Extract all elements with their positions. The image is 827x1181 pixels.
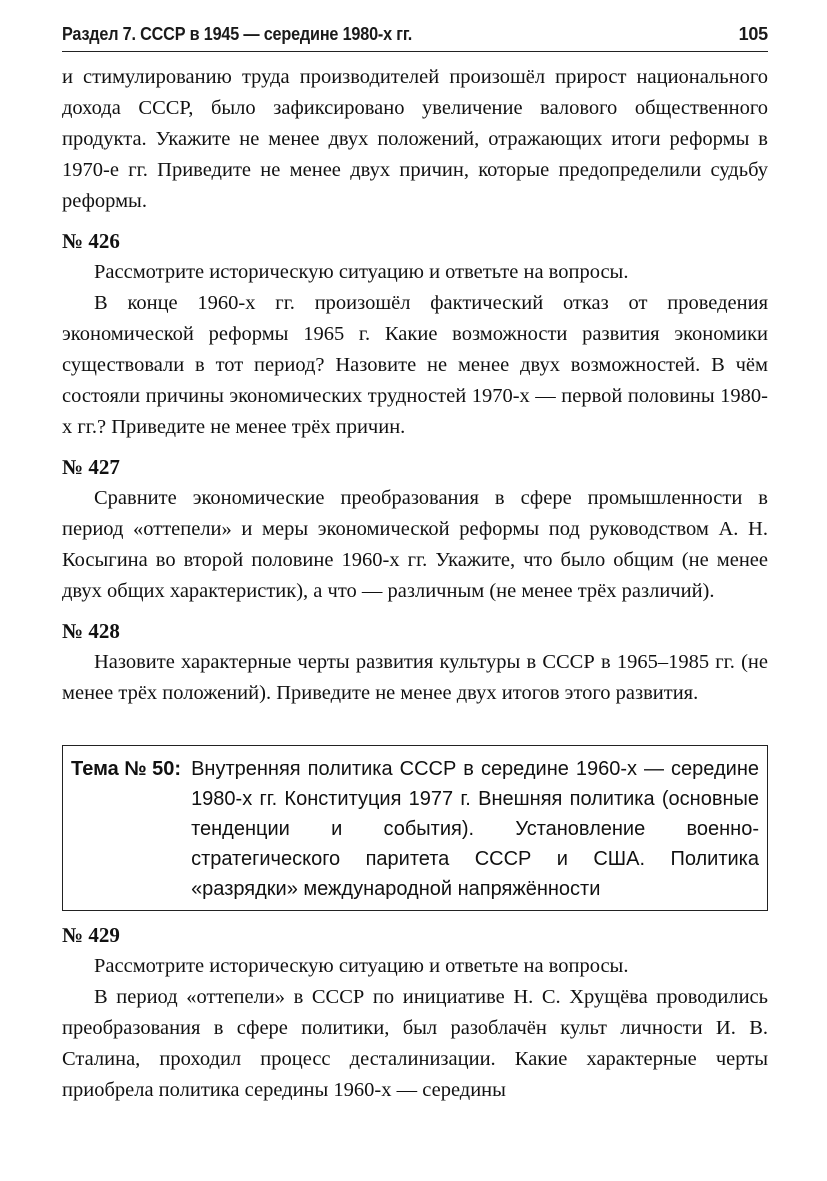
task-paragraph: Назовите характерные черты развития культуры в СССР в 1965–1985 гг. (не менее трёх положений). Приведите не менее двух итогов этого развития.: [62, 651, 768, 704]
task-429: [62, 919, 768, 1106]
section-title: Раздел 7. СССР в 1945 — середине 1980-х гг.: [62, 24, 413, 44]
task-number: № 429: [62, 923, 120, 947]
task-426: [62, 225, 768, 443]
topic-title: Внутренняя политика СССР в середине 1960-х — середине 1980-х гг. Конституция 1977 г. Внешняя политика (основные тенденции и события). Установление военно-стратегического паритета СССР и США. Политика «разрядки» международной напряжённости: [191, 758, 759, 900]
book-page: [62, 24, 768, 1106]
task-428: [62, 615, 768, 709]
task-paragraph: Сравните экономические преобразования в сфере промышленности в период «оттепели» и меры экономической реформы под руководством А. Н. Косыгина во второй половине 1960-х гг. Укажите, что было общим (не менее двух общих характеристик), а что — различным (не менее трёх различий).: [62, 487, 768, 602]
task-427: [62, 451, 768, 607]
topic-box: [62, 745, 768, 911]
task-number: № 427: [62, 455, 120, 479]
topic-label: Тема № 50:: [71, 758, 182, 780]
task-number: № 426: [62, 229, 120, 253]
task-paragraph: Рассмотрите историческую ситуацию и ответьте на вопросы.: [94, 261, 629, 283]
running-header: [62, 24, 768, 52]
intro-paragraph: и стимулированию труда производителей произошёл прирост национального дохода СССР, было зафиксировано увеличение валового общественного продукта. Укажите не менее двух положений, отражающих итоги реформы в 1970-е гг. Приведите не менее двух причин, которые предопределили судьбу реформы.: [62, 66, 768, 212]
task-paragraph: В период «оттепели» в СССР по инициативе Н. С. Хрущёва проводились преобразования в сфере политики, был разоблачён культ личности И. В. Сталина, проходил процесс десталинизации. Какие характерные черты приобрела политика середины 1960-х — середины: [62, 986, 768, 1101]
task-paragraph: В конце 1960-х гг. произошёл фактический отказ от проведения экономической реформы 1965 г. Какие возможности развития экономики существовали в тот период? Назовите не менее двух возможностей. В чём состояли причины экономических трудностей 1970-х — первой половины 1980-х гг.? Приведите не менее трёх причин.: [62, 292, 768, 438]
page-number: 105: [738, 24, 768, 44]
task-paragraph: Рассмотрите историческую ситуацию и ответьте на вопросы.: [94, 955, 629, 977]
task-number: № 428: [62, 619, 120, 643]
